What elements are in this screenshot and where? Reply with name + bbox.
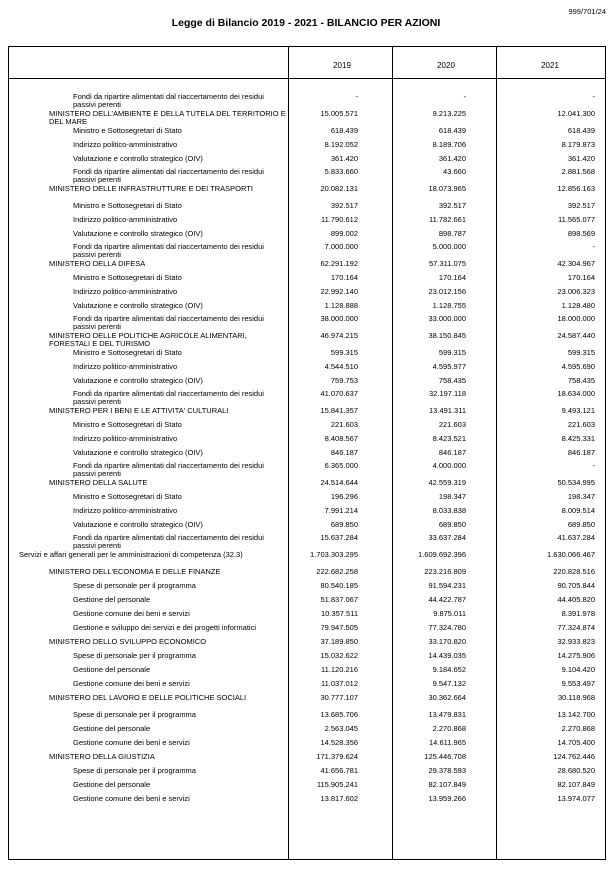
- table-row: [9, 332, 607, 349]
- value-cell-2019: 22.992.140: [320, 287, 358, 296]
- value-cell-2020: 57.311.075: [429, 259, 466, 268]
- value-cell-2019: 11.120.216: [321, 665, 358, 674]
- value-cell-2020: 1.128.755: [432, 301, 466, 310]
- value-cell-2020: 9.547.132: [432, 679, 466, 688]
- value-cell-2020: 14.439.035: [428, 651, 466, 660]
- value-cell-2020: 77.324.780: [428, 623, 466, 632]
- row-label: Fondi da ripartire alimentati dal riaccertamento dei residui passivi perenti: [73, 314, 264, 331]
- value-cell-2019: 7.991.214: [324, 506, 358, 515]
- row-label: MINISTERO DELLA DIFESA: [49, 259, 146, 268]
- table-row: [9, 141, 607, 155]
- value-cell-2021: 77.324.874: [557, 623, 595, 632]
- value-cell-2020: 23.012.156: [428, 287, 466, 296]
- table-row: [9, 694, 607, 711]
- value-cell-2019: 46.974.215: [320, 331, 358, 340]
- value-cell-2020: 221.603: [438, 420, 466, 429]
- row-label: Fondi da ripartire alimentati dal riaccertamento dei residui passivi perenti: [73, 92, 264, 109]
- row-label: MINISTERO DELLA SALUTE: [49, 478, 148, 487]
- table-row: [9, 363, 607, 377]
- value-cell-2020: 33.170.820: [428, 637, 466, 646]
- value-cell-2020: 8.423.521: [432, 434, 466, 443]
- row-label: Gestione del personale: [73, 724, 151, 733]
- table-row: [9, 568, 607, 582]
- value-cell-2021: 170.164: [567, 273, 595, 282]
- value-cell-2020: 33.000.000: [428, 314, 466, 323]
- value-cell-2020: 11.782.661: [429, 215, 466, 224]
- table-row: [9, 110, 607, 127]
- table-row: [9, 767, 607, 781]
- value-cell-2021: 30.118.968: [558, 693, 595, 702]
- value-cell-2019: 13.817.602: [320, 794, 358, 803]
- table-row: [9, 349, 607, 363]
- row-label: Ministro e Sottosegretari di Stato: [73, 201, 182, 210]
- table-row: [9, 680, 607, 694]
- page-title: Legge di Bilancio 2019 - 2021 - BILANCIO PER AZIONI: [171, 17, 441, 29]
- value-cell-2021: 9.493.121: [561, 406, 595, 415]
- value-cell-2019: 7.000.000: [324, 242, 358, 251]
- value-cell-2020: 4.595.977: [432, 362, 466, 371]
- table-row: [9, 781, 607, 795]
- value-cell-2019: 20.082.131: [320, 184, 358, 193]
- row-label: MINISTERO DELLA GIUSTIZIA: [49, 752, 155, 761]
- value-cell-2021: -: [592, 92, 595, 101]
- table-row: [9, 666, 607, 680]
- value-cell-2021: 4.595.690: [561, 362, 595, 371]
- value-cell-2021: 82.107.849: [557, 780, 595, 789]
- value-cell-2020: 361.420: [438, 154, 466, 163]
- row-label: Valutazione e controllo strategico (OIV): [73, 376, 203, 385]
- row-label: MINISTERO DELLE POLITICHE AGRICOLE ALIMENTARI, FORESTALI E DEL TURISMO: [49, 331, 247, 348]
- table-body: [9, 93, 607, 809]
- value-cell-2019: 759.753: [330, 376, 358, 385]
- budget-table: [8, 46, 606, 860]
- value-cell-2020: 5.000.000: [432, 242, 466, 251]
- value-cell-2019: 6.365.000: [324, 461, 358, 470]
- value-cell-2019: 41.656.781: [320, 766, 358, 775]
- value-cell-2019: 4.544.510: [324, 362, 358, 371]
- row-label: MINISTERO DELLE INFRASTRUTTURE E DEI TRASPORTI: [49, 184, 253, 193]
- row-label: Gestione comune dei beni e servizi: [73, 794, 190, 803]
- value-cell-2021: 50.534.995: [557, 478, 595, 487]
- value-cell-2021: 32.933.823: [557, 637, 595, 646]
- value-cell-2019: 392.517: [330, 201, 358, 210]
- row-label: Ministro e Sottosegretari di Stato: [73, 420, 182, 429]
- value-cell-2021: 28.680.520: [557, 766, 595, 775]
- value-cell-2019: 221.603: [330, 420, 358, 429]
- value-cell-2020: 14.611.965: [429, 738, 466, 747]
- value-cell-2020: 9.184.652: [432, 665, 466, 674]
- value-cell-2021: 14.275.906: [557, 651, 595, 660]
- value-cell-2020: 30.362.664: [428, 693, 466, 702]
- value-cell-2021: 11.565.077: [558, 215, 595, 224]
- table-row: [9, 493, 607, 507]
- table-row: [9, 202, 607, 216]
- row-label: Fondi da ripartire alimentati dal riaccertamento dei residui passivi perenti: [73, 533, 264, 550]
- value-cell-2021: 220.828.516: [553, 567, 595, 576]
- column-header-2020: 2020: [437, 61, 455, 70]
- value-cell-2020: 13.959.266: [428, 794, 466, 803]
- value-cell-2019: 80.540.185: [320, 581, 358, 590]
- table-row: [9, 288, 607, 302]
- value-cell-2021: 42.304.967: [557, 259, 595, 268]
- value-cell-2020: 8.033.838: [432, 506, 466, 515]
- value-cell-2021: 8.179.873: [561, 140, 595, 149]
- value-cell-2021: 599.315: [567, 348, 595, 357]
- value-cell-2021: 392.517: [567, 201, 595, 210]
- table-row: [9, 534, 607, 551]
- value-cell-2019: 618.439: [330, 126, 358, 135]
- table-row: [9, 725, 607, 739]
- value-cell-2019: -: [355, 92, 358, 101]
- row-label: Indirizzo politico-amministrativo: [73, 506, 178, 515]
- value-cell-2019: 38.000.000: [320, 314, 358, 323]
- value-cell-2020: 91.594.231: [428, 581, 466, 590]
- table-row: [9, 582, 607, 596]
- table-row: [9, 596, 607, 610]
- value-cell-2021: 221.603: [567, 420, 595, 429]
- row-label: Gestione del personale: [73, 595, 151, 604]
- value-cell-2021: 41.637.284: [557, 533, 595, 542]
- value-cell-2020: 198.347: [438, 492, 466, 501]
- value-cell-2019: 2.563.045: [324, 724, 358, 733]
- value-cell-2021: 12.041.300: [557, 109, 595, 118]
- table-row: [9, 711, 607, 725]
- table-row: [9, 795, 607, 809]
- column-header-2019: 2019: [333, 61, 351, 70]
- row-label: Fondi da ripartire alimentati dal riaccertamento dei residui passivi perenti: [73, 167, 264, 184]
- value-cell-2019: 8.408.567: [324, 434, 358, 443]
- value-cell-2021: 13.142.700: [557, 710, 595, 719]
- value-cell-2020: 18.073.965: [428, 184, 466, 193]
- value-cell-2021: 9.553.497: [561, 679, 595, 688]
- table-row: [9, 652, 607, 666]
- header-divider: [9, 78, 605, 79]
- row-label: Gestione del personale: [73, 665, 151, 674]
- value-cell-2020: 38.150.845: [428, 331, 466, 340]
- row-label: Valutazione e controllo strategico (OIV): [73, 448, 203, 457]
- value-cell-2021: 124.762.446: [553, 752, 595, 761]
- row-label: Fondi da ripartire alimentati dal riaccertamento dei residui passivi perenti: [73, 389, 264, 406]
- row-label: Ministro e Sottosegretari di Stato: [73, 126, 182, 135]
- value-cell-2020: 82.107.849: [428, 780, 466, 789]
- row-label: Spese di personale per il programma: [73, 651, 196, 660]
- value-cell-2020: 618.439: [438, 126, 466, 135]
- table-row: [9, 551, 607, 568]
- value-cell-2021: 9.104.420: [561, 665, 595, 674]
- value-cell-2021: -: [592, 242, 595, 251]
- value-cell-2020: 223.216.809: [424, 567, 466, 576]
- value-cell-2021: 8.009.514: [561, 506, 595, 515]
- row-label: MINISTERO DELLO SVILUPPO ECONOMICO: [49, 637, 207, 646]
- value-cell-2021: 846.187: [567, 448, 595, 457]
- value-cell-2020: -: [463, 92, 466, 101]
- row-label: Ministro e Sottosegretari di Stato: [73, 492, 182, 501]
- table-row: [9, 243, 607, 260]
- value-cell-2019: 10.357.511: [321, 609, 358, 618]
- value-cell-2021: 12.856.163: [557, 184, 595, 193]
- value-cell-2021: 8.391.978: [561, 609, 595, 618]
- value-cell-2021: 198.347: [567, 492, 595, 501]
- value-cell-2019: 361.420: [330, 154, 358, 163]
- value-cell-2020: 42.559.319: [428, 478, 466, 487]
- value-cell-2020: 43.660: [443, 167, 466, 176]
- value-cell-2019: 899.002: [330, 229, 358, 238]
- table-row: [9, 216, 607, 230]
- value-cell-2019: 11.037.012: [321, 679, 358, 688]
- row-label: Indirizzo politico-amministrativo: [73, 434, 178, 443]
- value-cell-2019: 689.850: [330, 520, 358, 529]
- row-label: Indirizzo politico-amministrativo: [73, 287, 178, 296]
- value-cell-2019: 8.192.052: [324, 140, 358, 149]
- value-cell-2021: 689.850: [567, 520, 595, 529]
- value-cell-2019: 79.947.505: [320, 623, 358, 632]
- value-cell-2019: 846.187: [330, 448, 358, 457]
- row-label: Valutazione e controllo strategico (OIV): [73, 154, 203, 163]
- value-cell-2021: 8.425.331: [561, 434, 595, 443]
- row-label: Indirizzo politico-amministrativo: [73, 140, 178, 149]
- value-cell-2021: 14.705.400: [557, 738, 595, 747]
- value-cell-2019: 196.296: [330, 492, 358, 501]
- value-cell-2019: 15.032.622: [320, 651, 358, 660]
- value-cell-2020: 1.609.692.396: [418, 550, 466, 559]
- table-row: [9, 638, 607, 652]
- value-cell-2021: 361.420: [567, 154, 595, 163]
- value-cell-2020: 13.491.311: [429, 406, 466, 415]
- row-label: MINISTERO DELL'ECONOMIA E DELLE FINANZE: [49, 567, 221, 576]
- row-label: Gestione del personale: [73, 780, 151, 789]
- value-cell-2020: 898.787: [438, 229, 466, 238]
- value-cell-2019: 599.315: [330, 348, 358, 357]
- row-label: Spese di personale per il programma: [73, 710, 196, 719]
- value-cell-2019: 13.685.706: [320, 710, 358, 719]
- row-label: Indirizzo politico-amministrativo: [73, 362, 178, 371]
- value-cell-2019: 15.637.284: [320, 533, 358, 542]
- row-label: Spese di personale per il programma: [73, 766, 196, 775]
- value-cell-2019: 5.833.660: [324, 167, 358, 176]
- value-cell-2019: 37.189.850: [320, 637, 358, 646]
- value-cell-2019: 170.164: [330, 273, 358, 282]
- value-cell-2020: 29.378.593: [428, 766, 466, 775]
- value-cell-2020: 4.000.000: [432, 461, 466, 470]
- value-cell-2019: 171.379.624: [316, 752, 358, 761]
- value-cell-2019: 1.128.888: [324, 301, 358, 310]
- value-cell-2021: 44.405.820: [557, 595, 595, 604]
- row-label: Ministro e Sottosegretari di Stato: [73, 348, 182, 357]
- row-label: Ministro e Sottosegretari di Stato: [73, 273, 182, 282]
- column-header-2021: 2021: [541, 61, 559, 70]
- value-cell-2019: 24.514.644: [320, 478, 358, 487]
- row-label: Spese di personale per il programma: [73, 581, 196, 590]
- row-label: Valutazione e controllo strategico (OIV): [73, 229, 203, 238]
- table-row: [9, 407, 607, 421]
- row-label: Gestione e sviluppo dei servizi e dei progetti informatici: [73, 623, 257, 632]
- value-cell-2019: 115.905.241: [316, 780, 358, 789]
- row-label: Gestione comune dei beni e servizi: [73, 679, 190, 688]
- value-cell-2020: 846.187: [438, 448, 466, 457]
- value-cell-2021: 18.000.000: [557, 314, 595, 323]
- row-label: MINISTERO DEL LAVORO E DELLE POLITICHE SOCIALI: [49, 693, 247, 702]
- document-number: 999/701/24: [568, 7, 606, 16]
- table-row: [9, 260, 607, 274]
- table-row: [9, 479, 607, 493]
- value-cell-2021: 18.634.000: [557, 389, 595, 398]
- value-cell-2019: 51.837.067: [320, 595, 358, 604]
- row-label: Valutazione e controllo strategico (OIV): [73, 301, 203, 310]
- value-cell-2020: 33.637.284: [428, 533, 466, 542]
- value-cell-2020: 32.197.118: [429, 389, 466, 398]
- table-row: [9, 624, 607, 638]
- row-label: MINISTERO DELL'AMBIENTE E DELLA TUTELA DEL TERRITORIO E DEL MARE: [49, 109, 286, 126]
- value-cell-2021: 898.569: [567, 229, 595, 238]
- table-row: [9, 168, 607, 185]
- value-cell-2020: 9.875.011: [433, 609, 466, 618]
- value-cell-2021: 618.439: [567, 126, 595, 135]
- table-row: [9, 315, 607, 332]
- value-cell-2019: 30.777.107: [320, 693, 358, 702]
- value-cell-2020: 44.422.787: [428, 595, 466, 604]
- value-cell-2021: 24.587.440: [557, 331, 595, 340]
- value-cell-2020: 599.315: [438, 348, 466, 357]
- value-cell-2020: 2.270.868: [432, 724, 466, 733]
- row-label: Valutazione e controllo strategico (OIV): [73, 520, 203, 529]
- table-row: [9, 93, 607, 110]
- table-row: [9, 462, 607, 479]
- table-row: [9, 739, 607, 753]
- row-label: MINISTERO PER I BENI E LE ATTIVITA' CULTURALI: [49, 406, 229, 415]
- value-cell-2021: 1.128.480: [561, 301, 595, 310]
- value-cell-2019: 41.070.637: [320, 389, 358, 398]
- value-cell-2020: 9.213.225: [432, 109, 466, 118]
- value-cell-2020: 392.517: [438, 201, 466, 210]
- table-row: [9, 421, 607, 435]
- row-label: Gestione comune dei beni e servizi: [73, 609, 190, 618]
- table-row: [9, 127, 607, 141]
- value-cell-2021: 2.270.868: [561, 724, 595, 733]
- value-cell-2021: 13.974.077: [557, 794, 595, 803]
- value-cell-2019: 15.005.571: [320, 109, 358, 118]
- value-cell-2021: 90.705.844: [557, 581, 595, 590]
- value-cell-2020: 689.850: [438, 520, 466, 529]
- row-label: Fondi da ripartire alimentati dal riaccertamento dei residui passivi perenti: [73, 242, 264, 259]
- value-cell-2020: 170.164: [438, 273, 466, 282]
- table-row: [9, 185, 607, 202]
- table-row: [9, 507, 607, 521]
- value-cell-2021: 1.630.066.467: [547, 550, 595, 559]
- table-row: [9, 274, 607, 288]
- value-cell-2019: 222.682.258: [316, 567, 358, 576]
- row-label: Gestione comune dei beni e servizi: [73, 738, 190, 747]
- value-cell-2020: 125.446.708: [424, 752, 466, 761]
- value-cell-2020: 8.189.706: [432, 140, 466, 149]
- value-cell-2020: 13.479.831: [428, 710, 466, 719]
- value-cell-2021: -: [592, 461, 595, 470]
- table-row: [9, 435, 607, 449]
- value-cell-2019: 15.841.357: [320, 406, 358, 415]
- row-label: Indirizzo politico-amministrativo: [73, 215, 178, 224]
- value-cell-2021: 758.435: [567, 376, 595, 385]
- value-cell-2019: 62.291.192: [320, 259, 358, 268]
- table-row: [9, 390, 607, 407]
- value-cell-2019: 14.528.356: [320, 738, 358, 747]
- row-label: Servizi e affari generali per le amministrazioni di competenza (32.3): [19, 550, 243, 559]
- value-cell-2021: 23.006.323: [557, 287, 595, 296]
- value-cell-2019: 1.703.303.295: [310, 550, 358, 559]
- value-cell-2021: 2.881.568: [561, 167, 595, 176]
- table-row: [9, 610, 607, 624]
- table-row: [9, 753, 607, 767]
- value-cell-2019: 11.790.612: [321, 215, 358, 224]
- row-label: Fondi da ripartire alimentati dal riaccertamento dei residui passivi perenti: [73, 461, 264, 478]
- value-cell-2020: 758.435: [438, 376, 466, 385]
